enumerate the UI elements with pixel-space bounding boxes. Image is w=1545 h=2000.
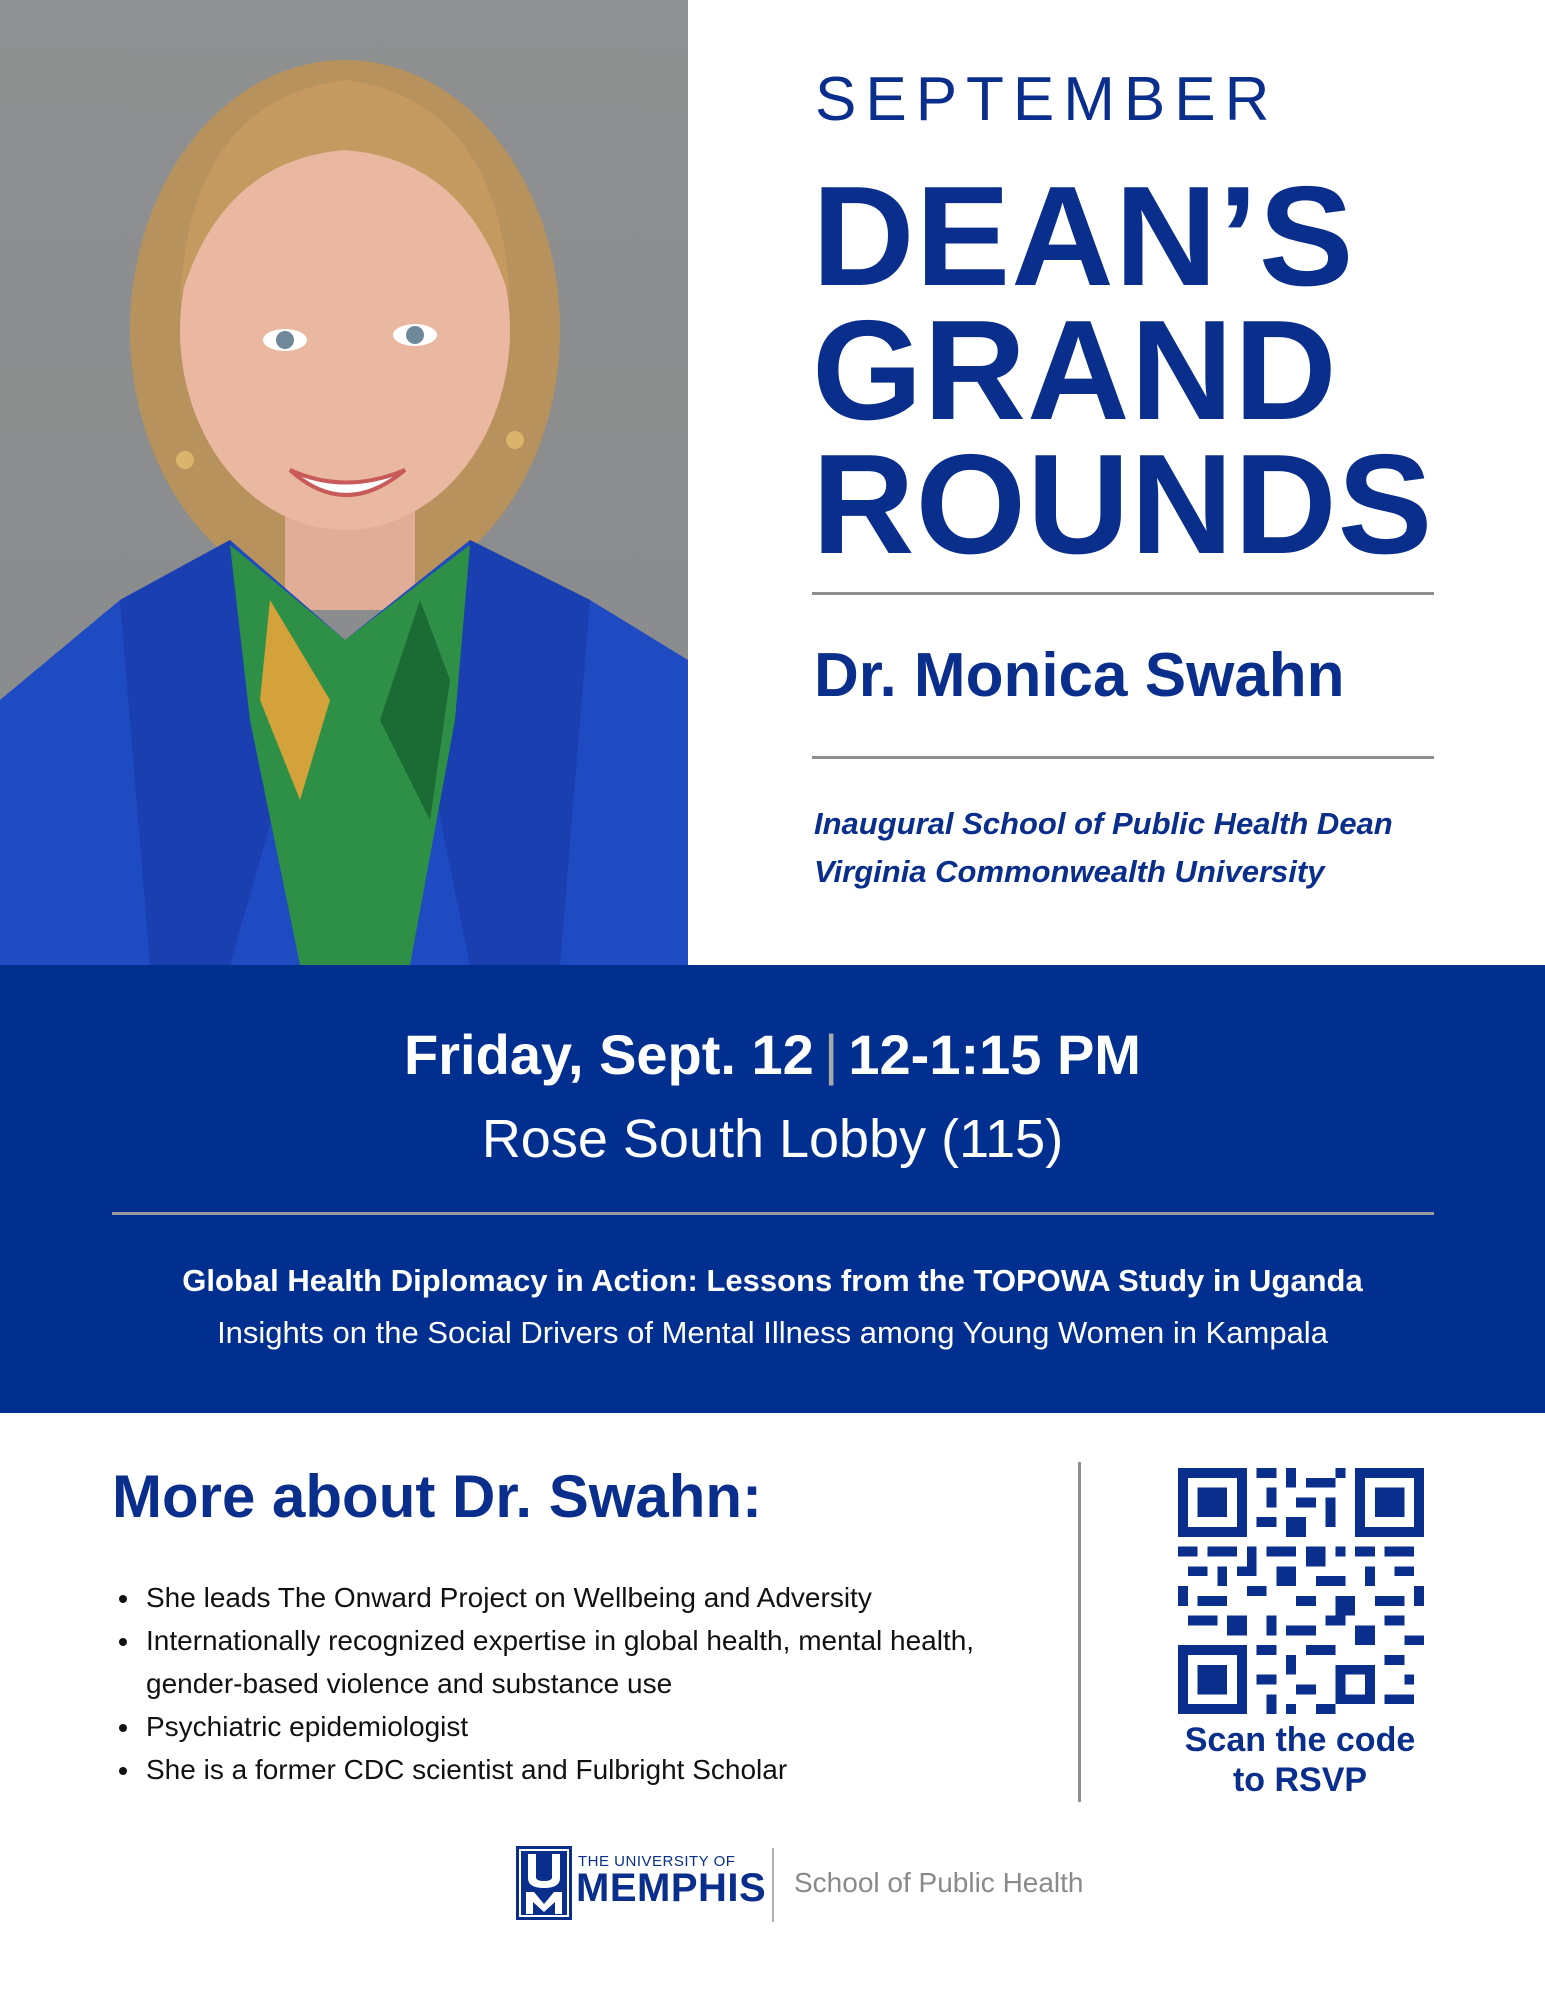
- list-item: • Internationally recognized expertise in global health, mental health, gender-based violence and substance use: [142, 1619, 1006, 1705]
- title-line: GRAND: [812, 291, 1338, 450]
- list-item: • She leads The Onward Project on Wellbeing and Adversity: [142, 1576, 1042, 1619]
- speaker-photo: [0, 0, 688, 965]
- talk-subtitle: Insights on the Social Drivers of Mental Illness among Young Women in Kampala: [217, 1315, 1328, 1350]
- speaker-affiliation: [814, 800, 1393, 896]
- university-logo-mark: [516, 1846, 572, 1920]
- event-date: Friday, Sept. 12: [404, 1023, 814, 1086]
- event-month: SEPTEMBER: [815, 65, 1279, 134]
- divider: [812, 592, 1434, 595]
- rsvp-line: Scan the code: [1184, 1721, 1416, 1759]
- talk-title: Global Health Diplomacy in Action: Lessons from the TOPOWA Study in Uganda: [182, 1263, 1363, 1298]
- about-heading: More about Dr. Swahn:: [112, 1463, 763, 1530]
- event-location: Rose South Lobby (115): [481, 1109, 1064, 1169]
- datetime-separator: |: [823, 1023, 839, 1086]
- logo-divider: [772, 1848, 774, 1922]
- title-line: DEAN’S: [812, 157, 1355, 316]
- about-list: [112, 1576, 1042, 1791]
- section-divider: [1078, 1462, 1081, 1802]
- divider: [812, 756, 1434, 759]
- list-item: • She is a former CDC scientist and Fulbright Scholar: [142, 1748, 1042, 1791]
- event-time: 12-1:15 PM: [848, 1023, 1141, 1086]
- rsvp-line: to RSVP: [1232, 1761, 1368, 1799]
- university-name-small: THE UNIVERSITY OF: [578, 1853, 736, 1870]
- title-line: ROUNDS: [812, 425, 1434, 584]
- affiliation-line: Inaugural School of Public Health Dean: [814, 806, 1393, 841]
- school-name: School of Public Health: [794, 1867, 1084, 1898]
- list-item: • Psychiatric epidemiologist: [142, 1705, 1042, 1748]
- banner-divider: [112, 1212, 1434, 1215]
- event-datetime: [0, 1022, 1545, 1087]
- university-name: MEMPHIS: [576, 1866, 767, 1910]
- rsvp-qr-code[interactable]: [1178, 1468, 1424, 1714]
- speaker-name: Dr. Monica Swahn: [814, 641, 1345, 710]
- event-title: [812, 157, 1512, 584]
- affiliation-line: Virginia Commonwealth University: [814, 854, 1325, 889]
- rsvp-instruction: [1150, 1720, 1450, 1800]
